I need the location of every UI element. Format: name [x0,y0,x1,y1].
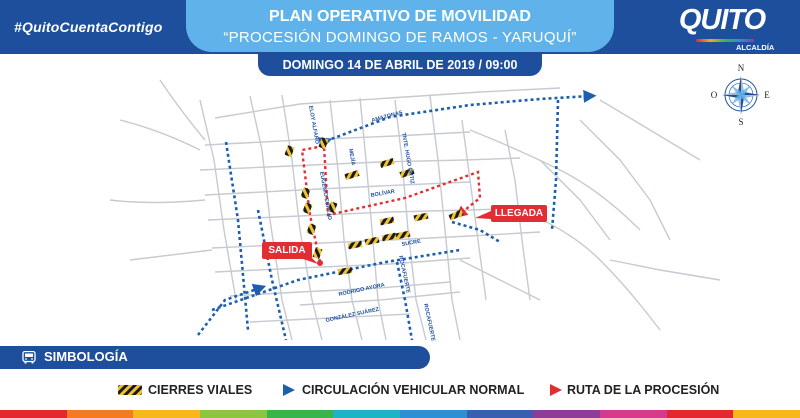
street-label: GONZÁLEZ SUÁREZ [325,306,380,324]
compass-west: O [710,90,718,100]
logo-subtitle: ALCALDÍA [736,43,775,52]
street-label: RODRIGO AYORA [338,282,386,298]
compass-east: E [764,90,770,100]
street-label: ROCAFUERTE [397,255,411,294]
street-label: EUGENIO ESPEJO [318,171,333,221]
street-label: AMAZONAS [370,109,404,124]
compass-north: N [737,63,745,73]
street-label: MEJÍA [347,148,356,166]
road-closure [306,223,316,235]
symbology-title: SIMBOLOGÍA [44,349,128,364]
compass-rose-icon [711,63,771,127]
road-closure [379,158,394,168]
street-label: ROCAFUERTE [422,303,436,342]
street-label: TNTE. HUGO ORTIZ [400,132,415,185]
street-map [0,54,800,346]
legend-label: RUTA DE LA PROCESIÓN [567,383,720,397]
road-closure [414,213,429,222]
road-closure [312,247,322,259]
page-title: PLAN OPERATIVO DE MOVILIDAD [269,8,531,25]
event-date: DOMINGO 14 DE ABRIL DE 2019 / 09:00 [258,54,542,76]
bus-icon [22,351,36,364]
color-strip [0,410,800,418]
road-closure [380,217,395,226]
red-arrow-icon [549,383,563,397]
salida-label: SALIDA [262,242,312,259]
street-label: BOLÍVAR [370,188,396,199]
road-closure [302,202,312,214]
logo-word: QUITO [678,4,766,36]
llegada-pointer [475,211,491,219]
symbology-bar [0,346,430,369]
compass-south: S [738,117,744,127]
salida-point [317,260,323,266]
hashtag: #QuitoCuentaContigo [14,19,163,35]
quito-logo [670,6,786,50]
street-grid [110,80,720,340]
street-label: ELOY ALFARO [307,105,320,145]
closure-swatch-icon [118,383,142,397]
blue-arrow-icon [282,383,296,397]
llegada-label: LLEGADA [491,205,547,222]
road-closure [284,145,294,157]
legend-label: CIRCULACIÓN VEHICULAR NORMAL [302,383,525,397]
street-label: SUCRE [401,238,422,248]
page-subtitle: “PROCESIÓN DOMINGO DE RAMOS - YARUQUÍ” [223,29,577,46]
legend-label: CIERRES VIALES [148,383,253,397]
title-box [186,0,614,52]
road-closure [344,170,359,180]
road-closure [338,267,353,275]
logo-color-stripe [696,39,754,42]
